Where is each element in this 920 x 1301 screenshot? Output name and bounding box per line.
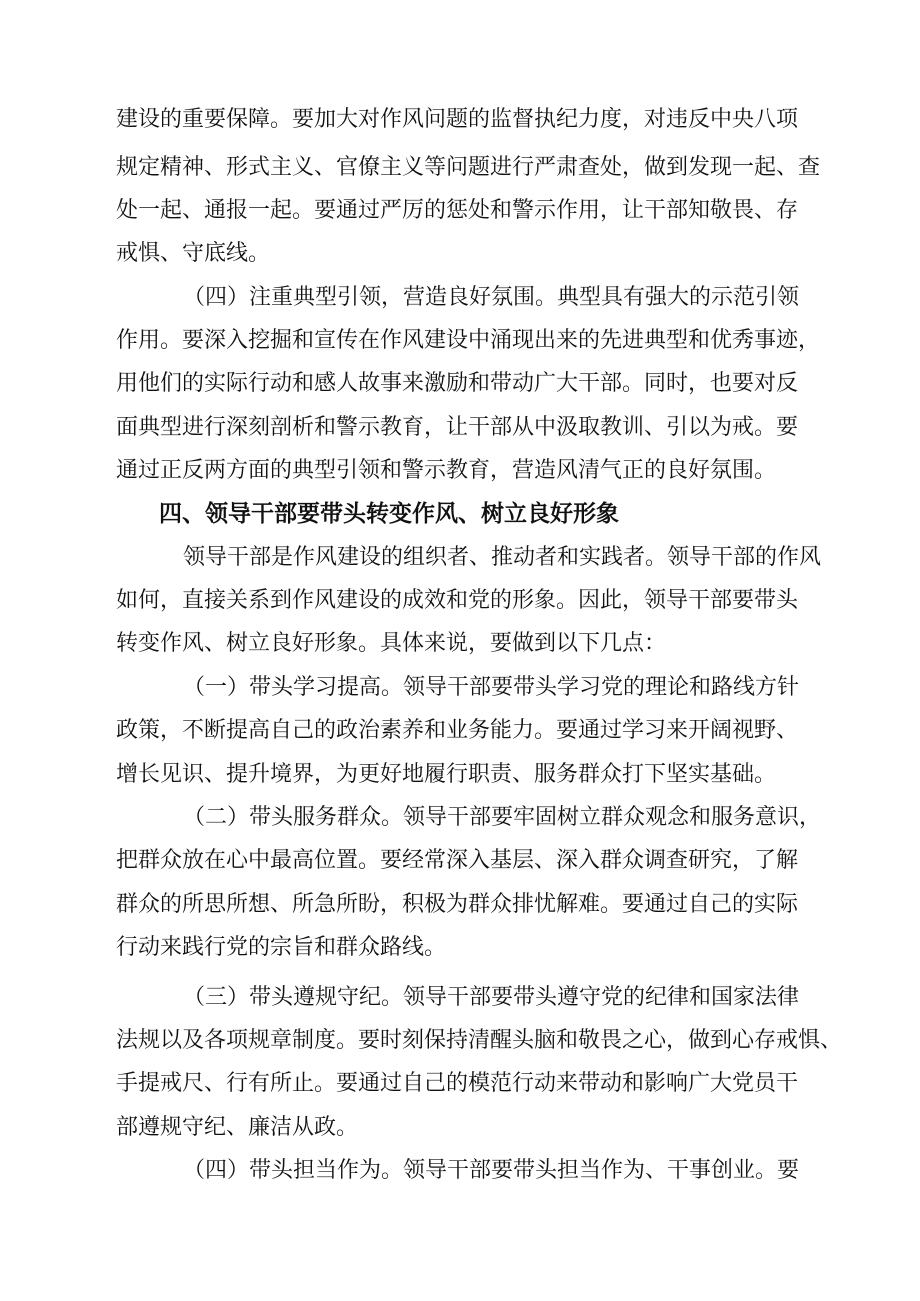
- text-line: 戒惧、守底线。: [116, 241, 271, 266]
- section-heading: 四、领导干部要带头转变作风、树立良好形象: [159, 501, 619, 527]
- text-line: 增长见识、提升境界，为更好地履行职责、服务群众打下坚实基础。: [116, 762, 777, 787]
- text-line: 手提戒尺、行有所止。要通过自己的模范行动来带动和影响广大党员干: [116, 1071, 799, 1096]
- text-line: （一）带头学习提高。领导干部要带头学习党的理论和路线方针: [183, 675, 800, 700]
- text-line: （四）注重典型引领，营造良好氛围。典型具有强大的示范引领: [183, 285, 800, 310]
- text-line: 建设的重要保障。要加大对作风问题的监督执纪力度，对违反中央八项: [116, 107, 799, 132]
- text-line: 把群众放在心中最高位置。要经常深入基层、深入群众调查研究，了解: [116, 848, 799, 873]
- text-line: 通过正反两方面的典型引领和警示教育，营造风清气正的良好氛围。: [116, 458, 777, 483]
- text-line: 转变作风、树立良好形象。具体来说，要做到以下几点：: [116, 631, 667, 656]
- text-line: 政策，不断提高自己的政治素养和业务能力。要通过学习来开阔视野、: [116, 718, 799, 743]
- text-line: 如何，直接关系到作风建设的成效和党的形象。因此，领导干部要带头: [116, 588, 799, 613]
- text-line: 面典型进行深刻剖析和警示教育，让干部从中汲取教训、引以为戒。要: [116, 415, 799, 440]
- text-line: 群众的所思所想、所急所盼，积极为群众排忧解难。要通过自己的实际: [116, 892, 799, 917]
- text-line: （四）带头担当作为。领导干部要带头担当作为、干事创业。要: [183, 1158, 800, 1183]
- text-line: 处一起、通报一起。要通过严厉的惩处和警示作用，让干部知敬畏、存: [116, 198, 799, 223]
- text-line: 规定精神、形式主义、官僚主义等问题进行严肃查处，做到发现一起、查: [116, 155, 821, 180]
- text-line: （三）带头遵规守纪。领导干部要带头遵守党的纪律和国家法律: [183, 985, 800, 1010]
- text-line: 法规以及各项规章制度。要时刻保持清醒头脑和敬畏之心，做到心存戒惧、: [116, 1028, 843, 1053]
- text-line: 作用。要深入挖掘和宣传在作风建设中涌现出来的先进典型和优秀事迹，: [116, 328, 821, 353]
- text-line: 用他们的实际行动和感人故事来激励和带动广大干部。同时，也要对反: [116, 371, 799, 396]
- text-line: 行动来践行党的宗旨和群众路线。: [116, 935, 447, 960]
- text-line: 领导干部是作风建设的组织者、推动者和实践者。领导干部的作风: [183, 545, 822, 570]
- text-line: （二）带头服务群众。领导干部要牢固树立群众观念和服务意识，: [183, 805, 822, 830]
- text-line: 部遵规守纪、廉洁从政。: [116, 1115, 359, 1140]
